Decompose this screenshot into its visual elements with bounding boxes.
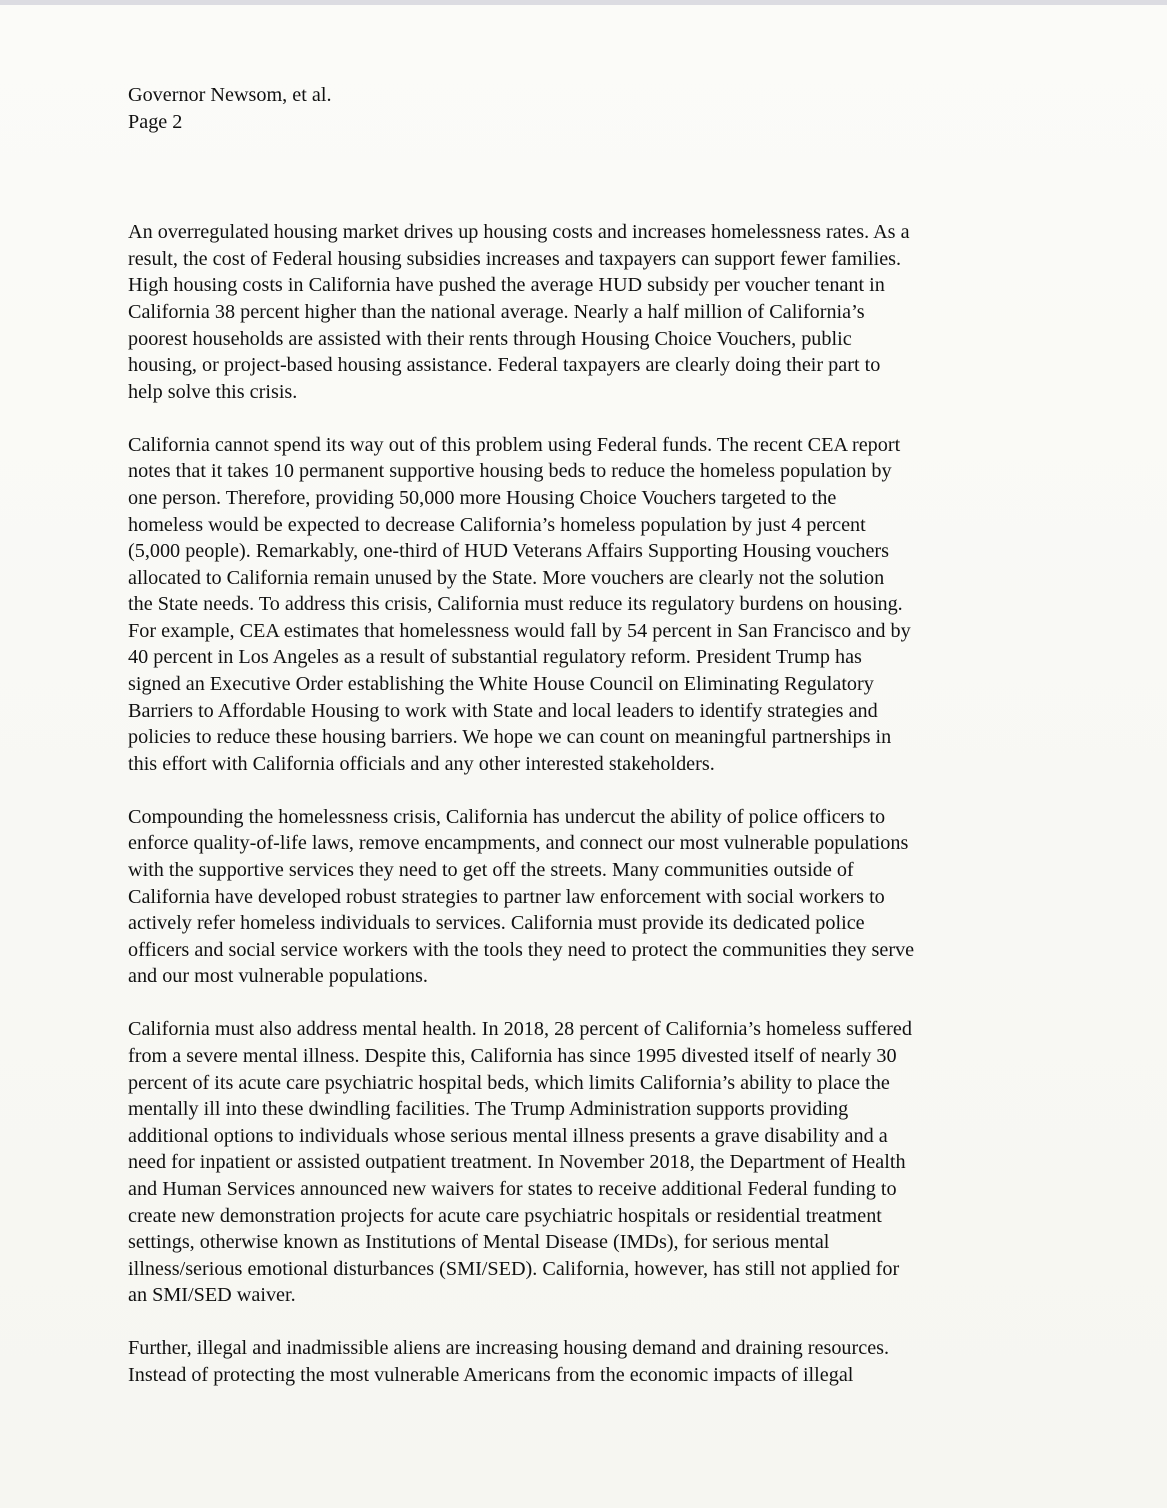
- text-line: mentally ill into these dwindling facilities. The Trump Administration supports providing: [128, 1098, 849, 1121]
- letter-content: [128, 82, 1038, 1415]
- letter-body: [128, 219, 1038, 1388]
- page-number: Page 2: [128, 110, 183, 133]
- text-line: (5,000 people). Remarkably, one-third of HUD Veterans Affairs Supporting Housing vouchers: [128, 540, 889, 563]
- text-line: help solve this crisis.: [128, 380, 298, 403]
- text-line: California 38 percent higher than the national average. Nearly a half million of California’s: [128, 300, 865, 323]
- text-line: actively refer homeless individuals to services. California must provide its dedicated police: [128, 912, 865, 935]
- text-line: and Human Services announced new waivers for states to receive additional Federal funding to: [128, 1177, 897, 1200]
- text-line: and our most vulnerable populations.: [128, 965, 428, 988]
- text-line: this effort with California officials and any other interested stakeholders.: [128, 752, 715, 775]
- text-line: with the supportive services they need to get off the streets. Many communities outside of: [128, 859, 854, 882]
- text-line: need for inpatient or assisted outpatient treatment. In November 2018, the Department of Health: [128, 1151, 906, 1174]
- text-line: result, the cost of Federal housing subsidies increases and taxpayers can support fewer families.: [128, 247, 902, 270]
- paragraph: [128, 1016, 1038, 1309]
- text-line: poorest households are assisted with their rents through Housing Choice Vouchers, public: [128, 327, 852, 350]
- text-line: An overregulated housing market drives up housing costs and increases homelessness rates. As a: [128, 221, 910, 244]
- paragraph: [128, 1335, 1038, 1388]
- text-line: create new demonstration projects for acute care psychiatric hospitals or residential treatment: [128, 1204, 882, 1227]
- text-line: percent of its acute care psychiatric hospital beds, which limits California’s ability to place the: [128, 1071, 890, 1094]
- text-line: California have developed robust strategies to partner law enforcement with social workers to: [128, 885, 885, 908]
- text-line: High housing costs in California have pushed the average HUD subsidy per voucher tenant in: [128, 274, 885, 297]
- recipient-line: Governor Newsom, et al.: [128, 84, 332, 106]
- text-line: 40 percent in Los Angeles as a result of substantial regulatory reform. President Trump has: [128, 646, 862, 669]
- text-line: California must also address mental health. In 2018, 28 percent of California’s homeless suffered: [128, 1018, 912, 1041]
- text-line: Barriers to Affordable Housing to work with State and local leaders to identify strategies and: [128, 699, 878, 722]
- letter-header: [128, 82, 1038, 135]
- text-line: allocated to California remain unused by the State. More vouchers are clearly not the solution: [128, 566, 885, 589]
- text-line: Compounding the homelessness crisis, California has undercut the ability of police officers to: [128, 805, 886, 828]
- text-line: For example, CEA estimates that homelessness would fall by 54 percent in San Francisco and by: [128, 619, 911, 642]
- text-line: additional options to individuals whose serious mental illness presents a grave disability and a: [128, 1124, 888, 1147]
- text-line: one person. Therefore, providing 50,000 more Housing Choice Vouchers targeted to the: [128, 486, 837, 509]
- text-line: homeless would be expected to decrease California’s homeless population by just 4 percent: [128, 513, 866, 536]
- text-line: Instead of protecting the most vulnerable Americans from the economic impacts of illegal: [128, 1363, 854, 1386]
- text-line: policies to reduce these housing barriers. We hope we can count on meaningful partnerships in: [128, 726, 892, 749]
- text-line: illness/serious emotional disturbances (SMI/SED). California, however, has still not applied for: [128, 1257, 900, 1280]
- paragraph: [128, 804, 1038, 990]
- text-line: Further, illegal and inadmissible aliens are increasing housing demand and draining resources.: [128, 1337, 890, 1360]
- text-line: the State needs. To address this crisis, California must reduce its regulatory burdens on housing.: [128, 593, 903, 616]
- text-line: settings, otherwise known as Institutions of Mental Disease (IMDs), for serious mental: [128, 1231, 830, 1254]
- text-line: signed an Executive Order establishing the White House Council on Eliminating Regulatory: [128, 673, 874, 696]
- text-line: California cannot spend its way out of this problem using Federal funds. The recent CEA report: [128, 433, 901, 456]
- paragraph: [128, 219, 1038, 405]
- paragraph: [128, 432, 1038, 778]
- text-line: housing, or project-based housing assistance. Federal taxpayers are clearly doing their part to: [128, 354, 881, 377]
- text-line: notes that it takes 10 permanent supportive housing beds to reduce the homeless population by: [128, 460, 892, 483]
- text-line: enforce quality-of-life laws, remove encampments, and connect our most vulnerable populations: [128, 832, 909, 855]
- text-line: from a severe mental illness. Despite this, California has since 1995 divested itself of nearly 30: [128, 1044, 897, 1067]
- text-line: officers and social service workers with the tools they need to protect the communities they serve: [128, 938, 915, 961]
- document-page: [0, 5, 1167, 1508]
- text-line: an SMI/SED waiver.: [128, 1284, 296, 1307]
